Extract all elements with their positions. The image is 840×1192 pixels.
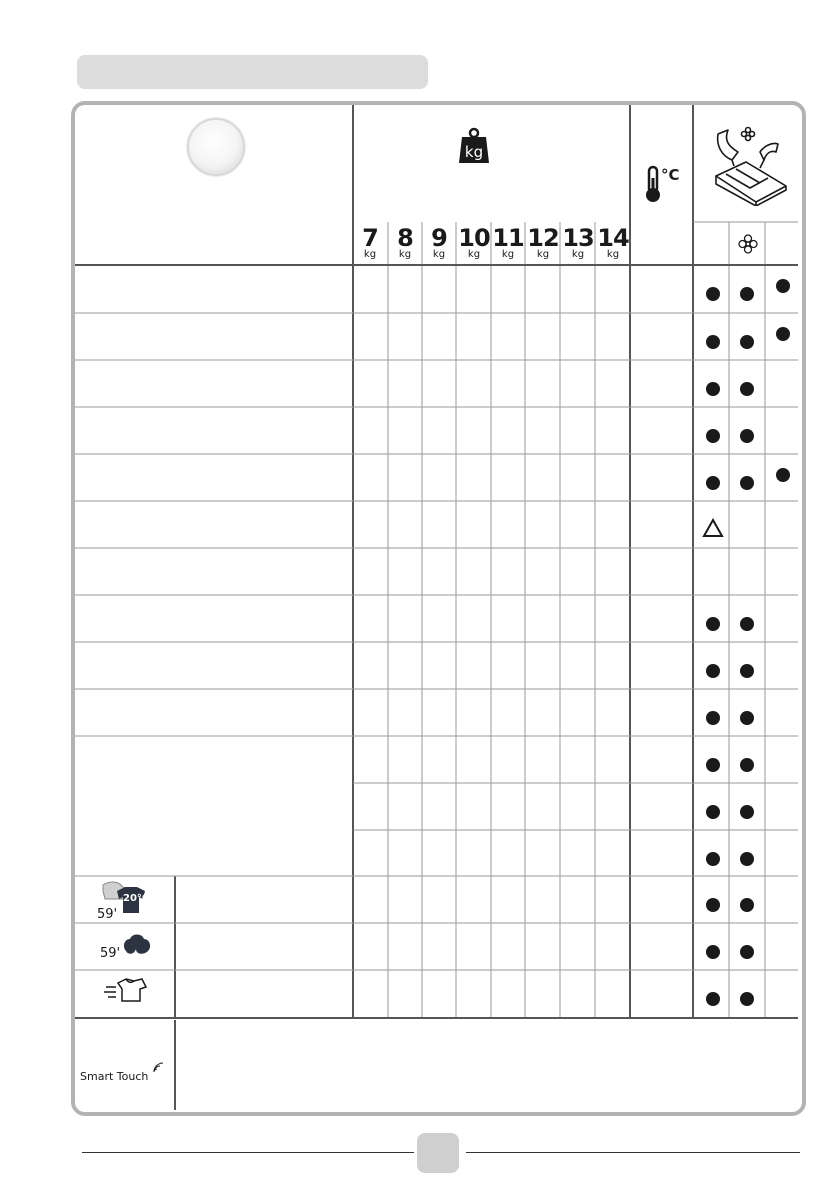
weight-heading-7kg: 7 kg — [362, 224, 378, 260]
nfc-signal-icon — [152, 1062, 164, 1074]
weight-heading-9kg: 9 kg — [431, 224, 447, 260]
delicate-shirt-icon — [104, 975, 148, 1005]
flower-icon — [738, 234, 758, 254]
detergent-drawer-icon — [710, 124, 788, 206]
smart-touch-label: Smart Touch — [80, 1070, 149, 1083]
program-dial-icon — [187, 118, 245, 176]
weight-heading-11kg: 11 kg — [492, 224, 524, 260]
quick-temp-label: 20°C — [123, 893, 150, 904]
weight-heading-8kg: 8 kg — [397, 224, 413, 260]
weight-heading-12kg: 12 kg — [527, 224, 559, 260]
rapid-59-icon — [100, 929, 156, 963]
thermometer-icon — [644, 164, 686, 204]
footer-line-right — [466, 1152, 800, 1153]
footer-line-left — [82, 1152, 414, 1153]
quick-20c-icon — [95, 879, 155, 921]
temperature-unit-label: °C — [661, 166, 680, 184]
weight-icon — [457, 127, 491, 165]
quick-time-label: 59' — [97, 907, 118, 921]
rapid-time-label: 59' — [100, 946, 121, 961]
weight-icon-label: kg — [464, 143, 484, 161]
weight-heading-13kg: 13 kg — [562, 224, 594, 260]
weight-heading-14kg: 14 kg — [597, 224, 629, 260]
warning-triangle-icon — [702, 518, 724, 538]
weight-heading-10kg: 10 kg — [458, 224, 490, 260]
page-number-box — [417, 1133, 459, 1173]
smart-touch-logo — [80, 1062, 164, 1083]
